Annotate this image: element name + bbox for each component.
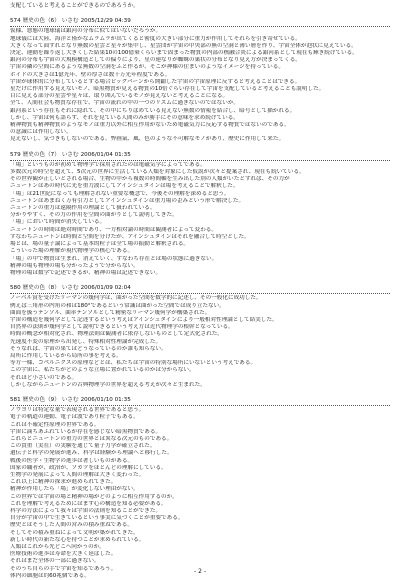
post-divider — [10, 405, 390, 406]
post-datetime: 2006/01/04 01:35 — [80, 151, 131, 158]
post-entry — [10, 18, 390, 143]
post-body-line: これらとニュートンの重力の世界とは異なる次元のものである。 — [10, 435, 173, 442]
post-body-line: 曲面を扱うテンソル、曲率テンソルとして精密なリーマン幾何学が構築された。 — [10, 309, 211, 316]
post-body-line: 精神物質も精神物質のようなモノは重力以外に相互作用がないため電磁気力に反応する物質ではないのである。 — [10, 122, 290, 129]
post-body-line: 銀河系という存在もそれに隠れて、その中にちりばめている見えない無数の情報を結合し、暗号として描かれる。 — [10, 107, 296, 114]
post-body-line: 医療技術の進歩は寿命を大きく延ばした。 — [10, 551, 117, 558]
post-body-line: すなわちニュートンは時間と空間を分けたが、アインシュタインはそれを融合して時空とした。 — [10, 233, 250, 240]
post-body-line: ニュートンはあまねく万有引力としてアインシュタインは重力場の歪みという形で解決した。 — [10, 197, 245, 204]
post-body-line: の意識には作用しない。 — [10, 129, 72, 136]
post-body-line: ボイドの大きさは1億光年、壁の厚さは数千万光年程度である。 — [10, 71, 171, 78]
post-divider — [10, 293, 390, 294]
post-body-line: ノウヨリは特定な量で表現される世界であると思う。 — [10, 407, 145, 414]
post-body-line: しかし、宇宙は何も語らず、それを見ている人間のみが勝手にその意味を求め続けている。 — [10, 114, 239, 121]
post-author: いさむ — [61, 18, 79, 25]
post-body-line: その世界観が正しいとされる場合、生物の中から複数の時間軸を生み出した別の人類がいたとすれば、その力が — [10, 176, 290, 183]
post-header — [10, 18, 390, 25]
post-body-line: ニュートンの時間は絶対時間であり、一方相対論の時間は観測者によって変わる。 — [10, 226, 217, 233]
post-body-line: 体内の細胞は約60兆個である。 — [10, 572, 90, 579]
post-body-line: ニュートンの重力は遠隔作用の理論として扱われている。 — [10, 205, 156, 212]
post-body-line: 自然界の法則が幾何学として説明できるという考え方は近代物理学の根幹となっている。 — [10, 324, 234, 331]
post-number: 581 — [10, 396, 21, 403]
post-body-line: 「場」の中で物質は生まれ、消えていく、すなわち存在とは場の状態に過ぎない。 — [10, 255, 218, 262]
post-body-line: これを理解で考えるためにはまず心の構造を知る必要がある。 — [10, 500, 167, 507]
post-author: いさむ — [61, 151, 79, 158]
post-number: 579 — [10, 151, 21, 158]
post-body-line: 多数次元の時空を超えて、5次元の世界に生活している人類を対象にした仮説が次々と提案され、現在も続いている。 — [10, 169, 305, 176]
post-header — [10, 152, 390, 159]
carryover-line: 支配していると考えることができるのであろうか。 — [10, 3, 139, 9]
post-title: 歴史の色（6） — [22, 18, 60, 25]
post-body-line: 局所に作用しているから局所の事を考える。 — [10, 352, 122, 359]
post-body-line: 「場」というものが初めて物理学で採用されたのは電磁気学によってである。 — [10, 161, 206, 168]
post-datetime: 2005/12/29 04:39 — [80, 18, 131, 25]
post-entry — [10, 285, 390, 389]
post-body-line: 生物学の発展によって人間の理解は大きく変わった。 — [10, 471, 145, 478]
post-author: いさむ — [61, 396, 79, 403]
post-body-line: そしてその積み重ねによって文明が築かれてきた。 — [10, 529, 139, 536]
post-body-line: 地球儀には大陸、海洋と僅かなムラムラが出てくると密度の大きい部分に重力が作用してそれらを引き寄せている。 — [10, 35, 301, 42]
post-body-line: 例えば三角形の内角の和は180°であるという常識は曲がった空間では成り立たない。 — [10, 302, 225, 309]
post-title: 歴史の色（7） — [22, 151, 60, 158]
post-body-line: 科学の方法によって我々は宇宙の法則を知ることができた。 — [10, 508, 162, 514]
post-body-line: この貴重（実在）の実験を通じて量子力学が確立された。 — [10, 443, 156, 450]
post-body-line: そのうち自らの手で宇宙を知るであろう。 — [10, 565, 117, 572]
post-body-line: 歴史とはそうした人間の営みの積み重ねである。 — [10, 522, 133, 529]
post-body-line: 「場」において時間が消失している。 — [10, 219, 106, 226]
post-body-line: この世界では宇宙の場と精神の場がどのように相互作用するのか。 — [10, 493, 178, 500]
post-body-line: 大きくなって面ずれとなり無数の星雲と星々が集中し、星雲団が宇宙の中央部の無の空洞と薄い層を作り、宇宙全体が泡状に見えている。 — [10, 42, 357, 49]
post-title: 歴史の色（9） — [22, 396, 60, 403]
post-body-line: 目に見える部分の星雲や星々は、取り囲んでいるモノが見えないと考えることになる。 — [10, 93, 229, 100]
post-body-line: この宇宙に、私たちがどのような立場に置かれているのかは分からない。 — [10, 367, 195, 374]
post-entry — [10, 397, 390, 580]
post-body-line: 仮様、悪態の地球儀は銀河の分布に似てはいないだろうか。 — [10, 28, 162, 35]
post-title: 歴史の色（8） — [22, 285, 60, 292]
post-body-line: 決定、運動を繰り返し大きくした結果10の100億乗くらいまで固まった物質の内部の核融合炎による銀河系として現在も輝き続けている。 — [10, 50, 358, 57]
post-body-line: 時間の概念が相対化され、物理法則は観測者に依存しないものとして定式化された。 — [10, 331, 223, 338]
post-body-line: 「場」は21世紀になっても理解されない重要な概念で、今後その理解を深めると思う。 — [10, 190, 230, 197]
post-list — [10, 18, 390, 580]
post-body-line: 宇宙に満ちあふれているが存在を感じない暗黒物質である。 — [10, 428, 162, 435]
post-body-line: それはまだ全体の一部に過ぎない。 — [10, 558, 100, 565]
post-divider — [10, 26, 390, 27]
post-body-line: 遺伝子と科学の発展が進み、科学は経験から理論へと移行した。 — [10, 450, 173, 457]
post-body-line: ノーベル賞を受けたリーマンの幾何学は、曲がった空間を数学的に記述し、その一般化に成功した。 — [10, 295, 262, 302]
post-body-line: 電子の軌道の運動、電子は波であり粒子でもある。 — [10, 414, 139, 421]
post-body-line: これは不確定性原理の世界である。 — [10, 421, 100, 428]
post-body-line: 精神が作用したら「場」が変化しない理由がない。 — [10, 486, 139, 493]
post-body-line: これ以上に精神の探求が進められてきた。 — [10, 479, 117, 486]
post-author: いさむ — [61, 285, 79, 292]
post-body-line: 星だけに作用する見えないモノ、暗黒物質が見える物質の10倍ぐらい存在して宇宙を支配していると考えることも説明した。 — [10, 86, 325, 93]
post-datetime: 2006/01/10 01:35 — [80, 396, 131, 403]
post-body-line: 光速度不変の原理から出発し、特殊相対性理論が完成した。 — [10, 338, 162, 345]
post-body-line: 国家の職者が、政治が、ソカツをほとんどの理解にしている。 — [10, 464, 167, 471]
post-body-line: 自分が宇宙の中で生きているという事実に気づくことが重要である。 — [10, 515, 184, 522]
post-body-line: 宇宙が球体的に分布しているとする場合ビッグバーンから開闢した宇宙の宇宙原理に反すると考えることはできる。 — [10, 78, 301, 85]
post-body-line: 人類はこれから先どこへ向かうのか。 — [10, 544, 105, 551]
page-number: - 2 - — [194, 568, 206, 575]
post-body-line: 精神の場も物理の場も分かったようで分からない。 — [10, 262, 139, 269]
post-divider — [10, 160, 390, 161]
post-body-line: 場とは、場の量子論によって基本的粒子は全て場の振動と解釈される。 — [10, 241, 190, 248]
post-entry — [10, 152, 390, 277]
post-body-line: 全て、人間社会も物質な存在で、宇宙の流れの中の一つのリズムに過ぎないのではないか。 — [10, 100, 240, 107]
post-body-line: それほど小さいのである。 — [10, 374, 78, 381]
post-header — [10, 285, 390, 292]
post-body-line: しかしながらニュートンの古典物理学の世界を超える考えが次々と生まれた。 — [10, 381, 206, 388]
post-body-line: ニュートンはあの時代に光を重力波にしてアインシュタインは場を考えることで解釈した。 — [10, 183, 239, 190]
post-body-line: 等方一様、コペルニクスの原理などとは、私たちは宇宙の特別な場所にいないという考えである。 — [10, 360, 257, 367]
post-number: 580 — [10, 285, 21, 292]
post-body-line: 新しい時代の新たな心を持つことが求められている。 — [10, 536, 145, 543]
post-body-line: 宇宙の隣の空間にあるような無数の空洞をふと作るが、そこが神様の住まいのようなイメージを持っている。 — [10, 64, 284, 71]
post-header — [10, 397, 390, 404]
post-body-line: 見えないし、気づきもしないのである。弊画氣、風、色のような不可解なモノがあり、歴史に作用して来た。 — [10, 136, 285, 143]
post-body-line: 分かりやすく、その力の作用を空間の曲がりとして説明してきた。 — [10, 212, 178, 219]
post-body-line: 宇宙の構造を幾何学として記述するという考えはアインシュタインにより一般相対性理論として結実した。 — [10, 316, 278, 323]
post-body-line: そうなれば、宇宙の果てはどうなっているのか誰も知らない。 — [10, 345, 167, 352]
post-body-line: 銀河の分布も宇宙の大規模構造としての偏りにより、星の連なりが蜘蛛の巣状の分布となり見え方が決まってくる。 — [10, 57, 301, 64]
post-number: 574 — [10, 18, 21, 25]
post-body-line: 戦後の医学・生物学の進歩は著しいものがある。 — [10, 457, 134, 464]
post-datetime: 2006/01/09 02:04 — [80, 285, 131, 292]
post-body-line: 物理の場は数学で記述できるが、精神の場は記述できない。 — [10, 269, 162, 276]
post-body-line: こういった場の理解が現代物理学の核心である。 — [10, 248, 134, 255]
